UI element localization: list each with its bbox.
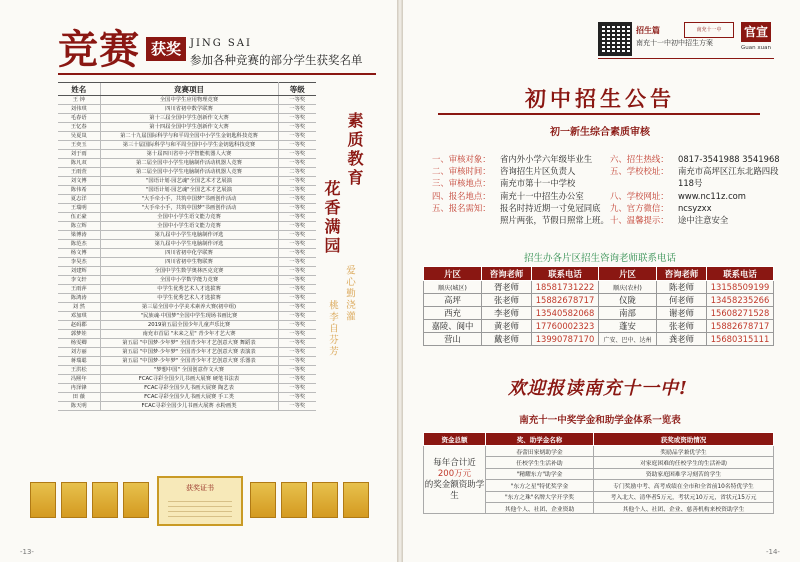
award-level: 一等奖	[278, 150, 316, 159]
award-table	[58, 82, 316, 411]
award-event: 全国中学生应用物理竞赛	[100, 96, 278, 105]
award-name: 冉泽锋	[58, 384, 100, 393]
section-label: 招生篇	[636, 26, 660, 35]
contact-header: 片区	[424, 267, 482, 281]
announcement-divider	[438, 113, 760, 115]
award-level: 一等奖	[278, 105, 316, 114]
contact-header: 联系电话	[707, 267, 774, 281]
award-event: FCAC寻彩全国少儿书画大展赛 硬笔书法表	[100, 375, 278, 384]
award-event: FCAC寻彩全国少儿书画大展赛 水粉画类	[100, 402, 278, 411]
contact-table	[423, 266, 774, 346]
award-level: 一等奖	[278, 276, 316, 285]
award-level: 一等奖	[278, 384, 316, 393]
page-subtitle: 参加各种竞赛的部分学生获奖名单	[190, 53, 363, 67]
award-row	[58, 177, 316, 186]
award-row	[58, 123, 316, 132]
award-level: 一等奖	[278, 258, 316, 267]
award-row	[58, 357, 316, 366]
certificates-strip	[30, 476, 370, 526]
scholarship-name: "东方之珠"名牌大学开学奖	[486, 491, 594, 502]
certificate-image	[312, 482, 338, 518]
contact-row	[424, 333, 774, 346]
contact-row	[424, 294, 774, 307]
award-row	[58, 384, 316, 393]
award-level: 一等奖	[278, 177, 316, 186]
pinyin-label: JING SAI	[190, 38, 252, 49]
award-level: 一等奖	[278, 303, 316, 312]
award-event: 第三十届国际科学与和平周全国中小学生金钥匙科技竞赛	[100, 141, 278, 150]
contact-area: 营山	[424, 333, 482, 346]
award-row	[58, 402, 316, 411]
award-event: 四川省初中生物联赛	[100, 258, 278, 267]
award-name: 杨雯卿	[58, 339, 100, 348]
page-title: 竞赛	[58, 26, 140, 73]
award-name: 冯熙年	[58, 375, 100, 384]
award-row	[58, 159, 316, 168]
header-level: 等级	[278, 83, 316, 96]
award-row	[58, 168, 316, 177]
award-row	[58, 294, 316, 303]
award-event: 第十届四川省中小学智能机器人大赛	[100, 150, 278, 159]
title-divider	[58, 73, 376, 75]
contact-title: 招生办各片区招生咨询老师联系电话	[523, 253, 676, 264]
scholarship-desc: 资助家庭困难学习刻苦的学生	[594, 468, 774, 479]
award-name: 陈伟希	[58, 186, 100, 195]
award-row	[58, 204, 316, 213]
certificate-image	[61, 482, 87, 518]
award-level: 一等奖	[278, 393, 316, 402]
info-value: 咨询招生片区负责人	[500, 166, 576, 177]
award-name: 陈天明	[58, 402, 100, 411]
guanxuan-pinyin: Guan xuan	[741, 45, 771, 51]
award-event: 第十四届全国中学生创新作文大赛	[100, 123, 278, 132]
info-label: 四、报名地点：	[432, 190, 491, 201]
award-row	[58, 321, 316, 330]
certificate-lines	[168, 497, 232, 519]
info-row	[610, 153, 780, 165]
contact-teacher: 张老师	[482, 294, 532, 307]
award-event: 全国中学生数学奥林匹克竞赛	[100, 267, 278, 276]
contact-area: 嘉陵、阆中	[424, 320, 482, 333]
award-name: 王洪松	[58, 366, 100, 375]
info-row	[432, 202, 609, 214]
contact-teacher: 何老师	[657, 294, 707, 307]
info-row	[432, 153, 609, 165]
info-label: 三、审核地点：	[432, 178, 491, 189]
award-level: 一等奖	[278, 213, 316, 222]
contact-phone: 17760002323	[532, 320, 599, 333]
award-event: FCAC寻彩全国少儿书画大展赛 陶艺表	[100, 384, 278, 393]
info-value: www.nc11z.com	[678, 190, 746, 201]
award-level: 一等奖	[278, 240, 316, 249]
award-name: 毛春语	[58, 114, 100, 123]
contact-teacher: 李老师	[482, 307, 532, 320]
award-name: 刘文博	[58, 177, 100, 186]
award-level: 一等奖	[278, 123, 316, 132]
contact-phone: 13990787170	[532, 333, 599, 346]
welcome-banner: 欢迎报读南充十一中!	[508, 378, 688, 399]
award-name: 刘 然	[58, 303, 100, 312]
award-row	[58, 393, 316, 402]
award-row	[58, 312, 316, 321]
certificate-image	[343, 482, 369, 518]
award-label: 获奖	[146, 37, 186, 61]
award-level: 一等奖	[278, 96, 316, 105]
award-event: 第十三届全国中学生创新作文大赛	[100, 114, 278, 123]
award-name: 王忆春	[58, 123, 100, 132]
award-name: 刘伟琪	[58, 105, 100, 114]
scholarship-name: "东方之星"特优奖学金	[486, 480, 594, 491]
award-event: "大手牵小手，共筑中国梦"书画创作活动	[100, 204, 278, 213]
award-name: 赵码郡	[58, 321, 100, 330]
contact-header: 联系电话	[532, 267, 599, 281]
award-event: 全国中小学生语文能力竞赛	[100, 222, 278, 231]
scholarship-desc: 奖励品学兼优学生	[594, 446, 774, 457]
contact-teacher: 陈老师	[657, 281, 707, 294]
info-label: 五、报名需知：	[432, 202, 491, 213]
award-row	[58, 330, 316, 339]
info-label: 一、审核对象：	[432, 154, 491, 164]
contact-header: 咨询老师	[482, 267, 532, 281]
info-label	[610, 177, 678, 189]
contact-phone: 15882678717	[532, 294, 599, 307]
award-name: 陈范杰	[58, 240, 100, 249]
review-title: 初一新生综合素质审核	[550, 127, 650, 138]
info-right	[610, 153, 780, 226]
info-row	[610, 190, 780, 202]
page-number: -13-	[20, 548, 34, 556]
award-name: 刘方丽	[58, 348, 100, 357]
contact-header: 咨询老师	[657, 267, 707, 281]
page-number: -14-	[766, 548, 780, 556]
award-level: 一等奖	[278, 222, 316, 231]
award-row	[58, 366, 316, 375]
award-event: 中学生优秀艺术人才选拔赛	[100, 294, 278, 303]
scholarship-name: 任校学生生活补助	[486, 457, 594, 468]
contact-area: 南部	[599, 307, 657, 320]
award-event: 四川省初中化学联赛	[100, 249, 278, 258]
award-name: 田 薇	[58, 393, 100, 402]
contact-area: 西充	[424, 307, 482, 320]
scholarship-desc: 专门奖励中考、高考成绩在全市和全省前10名特优学生	[594, 480, 774, 491]
award-name: 郭梦娃	[58, 330, 100, 339]
info-value: 0817-3541988 3541968	[678, 154, 780, 164]
header-name: 姓名	[58, 83, 100, 96]
award-event: "国语计划·园艺魂"全国艺术才艺展演	[100, 177, 278, 186]
info-row	[610, 214, 780, 226]
award-level: 一等奖	[278, 375, 316, 384]
award-event: 第二届全国中小学生电脑制作活动机器人竞赛	[100, 168, 278, 177]
award-event: 第九届中小学生电脑制作评选	[100, 240, 278, 249]
info-value: 照片两张，节假日照常上班。	[500, 215, 609, 226]
scholarship-name: "精耀东方"助学金	[486, 468, 594, 479]
info-row	[610, 165, 780, 177]
award-event: 第三届全国中小学美术素养大赛(初中组)	[100, 303, 278, 312]
award-row	[58, 213, 316, 222]
info-value: 118号	[678, 178, 703, 189]
scholarship-header: 奖、助学金名称	[486, 433, 594, 446]
award-level: 一等奖	[278, 339, 316, 348]
info-left	[432, 153, 609, 226]
contact-area: 高坪	[424, 294, 482, 307]
vertical-slogan-2: 花香满园	[322, 180, 341, 256]
award-level: 一等奖	[278, 402, 316, 411]
contact-phone: 13158509199	[707, 281, 774, 294]
award-event: 中学生优秀艺术人才选拔赛	[100, 285, 278, 294]
award-name: 伍正豪	[58, 213, 100, 222]
award-name: 王雨萍	[58, 285, 100, 294]
award-event: "国语计划·园艺魂"全国艺术才艺展演	[100, 186, 278, 195]
contact-phone: 13540582068	[532, 307, 599, 320]
award-level: 一等奖	[278, 285, 316, 294]
award-name: 陈凡双	[58, 159, 100, 168]
award-row	[58, 222, 316, 231]
info-row	[432, 165, 609, 177]
certificate-image	[92, 482, 118, 518]
contact-phone: 15608271528	[707, 307, 774, 320]
award-row	[58, 96, 316, 105]
award-row	[58, 141, 316, 150]
contact-row	[424, 281, 774, 294]
award-event: "梦想中国" 全国创意作文大赛	[100, 366, 278, 375]
award-event: 第五届 "中国梦·少年梦" 全国青少年才艺创意大赛 乐器表	[100, 357, 278, 366]
info-value: 报名时持近期一寸免冠同底	[500, 202, 601, 213]
award-row	[58, 231, 316, 240]
award-row	[58, 114, 316, 123]
scholarship-desc: 其他个人、社团、企业、慈善机构来校资助学生	[594, 502, 774, 513]
contact-area: 蓬安	[599, 320, 657, 333]
award-event: 第五届 "中国梦·少年梦" 全国青少年才艺创意大赛 舞蹈表	[100, 339, 278, 348]
scholarship-name: 春蕾田家炳助学金	[486, 446, 594, 457]
section-desc: 南充十一中初中招生方案	[636, 39, 713, 47]
certificate-image	[30, 482, 56, 518]
scholarship-header: 获奖或资助情况	[594, 433, 774, 446]
info-label	[432, 214, 500, 226]
info-label: 八、学校网址：	[610, 190, 669, 201]
contact-area: 仪陇	[599, 294, 657, 307]
award-name: 王奕玉	[58, 141, 100, 150]
award-name: 蒋瑞聪	[58, 357, 100, 366]
info-value: ncsyzxx	[678, 202, 712, 213]
award-level: 二等奖	[278, 168, 316, 177]
certificate-image	[250, 482, 276, 518]
award-level: 一等奖	[278, 114, 316, 123]
award-name: 王 钟	[58, 96, 100, 105]
award-row	[58, 348, 316, 357]
award-level: 一等奖	[278, 159, 316, 168]
contact-row	[424, 307, 774, 320]
award-event: 第二十九届国际科学与和平周全国中小学生金钥匙科技竞赛	[100, 132, 278, 141]
award-name: 吴夏岚	[58, 132, 100, 141]
award-level: 一等奖	[278, 348, 316, 357]
award-event: "民族魂·中国梦"全国中学生现场书画比赛	[100, 312, 278, 321]
left-page	[0, 0, 397, 562]
award-name: 夏志洋	[58, 195, 100, 204]
award-name: 陈立辉	[58, 222, 100, 231]
info-value: 省内外小学六年级毕业生	[500, 154, 593, 164]
award-level: 一等奖	[278, 141, 316, 150]
info-row	[432, 190, 609, 202]
award-row	[58, 258, 316, 267]
award-row	[58, 186, 316, 195]
contact-header-row	[424, 267, 774, 281]
qr-code	[598, 22, 632, 56]
award-name: 梁博涛	[58, 231, 100, 240]
award-name: 李文轩	[58, 276, 100, 285]
award-row	[58, 195, 316, 204]
award-name: 王瑞明	[58, 204, 100, 213]
award-name: 刘于雨	[58, 150, 100, 159]
award-event: 第九届中小学生电脑制作评选	[100, 231, 278, 240]
vertical-slogan-1: 素质教育	[345, 112, 364, 188]
scholarship-total: 每年合计近 200万元 的奖金额资助学生	[424, 446, 486, 514]
award-event: 四川省初中数学联赛	[100, 105, 278, 114]
info-label: 二、审核时间：	[432, 166, 491, 177]
contact-header: 片区	[599, 267, 657, 281]
contact-phone: 13458235266	[707, 294, 774, 307]
award-level: 一等奖	[278, 366, 316, 375]
award-event: 第五届 "中国梦·少年梦" 全国青少年才艺创意大赛 表演表	[100, 348, 278, 357]
info-value: 南充市高坪区江东北路四段	[678, 166, 779, 177]
award-event: 第二届全国中小学生电脑制作活动机器人竞赛	[100, 159, 278, 168]
scholarship-header-row	[424, 433, 774, 446]
scholarship-desc: 考入北大、清华者5万元，考状元10万元，省状元15万元	[594, 491, 774, 502]
certificate-image	[281, 482, 307, 518]
contact-teacher: 黄老师	[482, 320, 532, 333]
scholarship-name: 其他个人、社团、企业资助	[486, 502, 594, 513]
guanxuan-badge: 官宣	[741, 22, 771, 42]
certificate-main	[157, 476, 243, 526]
award-name: 邓加琪	[58, 312, 100, 321]
info-label: 五、学校校址：	[610, 166, 669, 177]
info-row	[432, 177, 609, 189]
award-event: 全国中小学生语文能力竞赛	[100, 213, 278, 222]
award-level: 一等奖	[278, 330, 316, 339]
award-level: 一等奖	[278, 249, 316, 258]
award-level: 一等奖	[278, 312, 316, 321]
award-row	[58, 375, 316, 384]
contact-teacher: 胥老师	[482, 281, 532, 294]
award-event: 南充市首届 "未来之星" 青少年才艺大赛	[100, 330, 278, 339]
contact-phone: 18581731222	[532, 281, 599, 294]
award-row	[58, 132, 316, 141]
contact-row	[424, 320, 774, 333]
info-value: 途中注意安全	[678, 215, 729, 226]
scholarship-title: 南充十一中奖学金和助学金体系一览表	[519, 415, 681, 426]
vertical-slogan-4: 桃李自芬芳	[327, 300, 338, 358]
header-event: 竞赛项目	[100, 83, 278, 96]
award-level: 一等奖	[278, 294, 316, 303]
award-row	[58, 276, 316, 285]
scholarship-table	[423, 432, 774, 514]
award-name: 李昊杰	[58, 258, 100, 267]
info-value: 南充十一中招生办公室	[500, 190, 584, 201]
award-level: 一等奖	[278, 321, 316, 330]
contact-teacher: 龚老师	[657, 333, 707, 346]
info-label: 十、温馨提示：	[610, 215, 669, 226]
award-level: 一等奖	[278, 231, 316, 240]
contact-teacher: 张老师	[657, 320, 707, 333]
award-row	[58, 105, 316, 114]
award-table-header	[58, 83, 316, 96]
award-row	[58, 339, 316, 348]
contact-phone: 15882678717	[707, 320, 774, 333]
contact-area: 顺庆(城区)	[424, 281, 482, 294]
award-row	[58, 267, 316, 276]
award-level: 一等奖	[278, 132, 316, 141]
award-level: 二等奖	[278, 186, 316, 195]
info-label: 六、招生热线：	[610, 154, 669, 164]
info-row	[610, 202, 780, 214]
school-logo: 南充十一中	[684, 22, 734, 38]
info-label: 九、官方微信：	[610, 202, 669, 213]
info-row	[610, 177, 780, 189]
award-event: FCAC寻彩全国少儿书画大展赛 手工类	[100, 393, 278, 402]
award-level: 一等奖	[278, 195, 316, 204]
info-row	[432, 214, 609, 226]
scholarship-row	[424, 446, 774, 457]
award-level: 一等奖	[278, 204, 316, 213]
contact-area: 顺庆(农村)	[599, 281, 657, 294]
contact-teacher: 谢老师	[657, 307, 707, 320]
vertical-slogan-3: 爱心勤浇灌	[344, 265, 355, 323]
header-divider	[598, 58, 774, 59]
award-row	[58, 150, 316, 159]
award-level: 一等奖	[278, 267, 316, 276]
info-value: 南充市第十一中学校	[500, 178, 576, 189]
award-event: 全国中小学数学能力竞赛	[100, 276, 278, 285]
contact-area: 广安、巴中、达州	[599, 333, 657, 346]
award-row	[58, 249, 316, 258]
scholarship-desc: 对家庭困难的任校学生的生活补助	[594, 457, 774, 468]
award-name: 王雨萱	[58, 168, 100, 177]
award-row	[58, 285, 316, 294]
contact-teacher: 戴老师	[482, 333, 532, 346]
scholarship-header: 资金总额	[424, 433, 486, 446]
certificate-image	[123, 482, 149, 518]
contact-phone: 15680315111	[707, 333, 774, 346]
announcement-title: 初中招生公告	[525, 86, 675, 111]
award-event: 2019第五届全国少年儿童声乐比赛	[100, 321, 278, 330]
award-name: 刘建辉	[58, 267, 100, 276]
certificate-title: 获奖证书	[186, 484, 214, 492]
award-row	[58, 240, 316, 249]
award-name: 陈鸿涛	[58, 294, 100, 303]
award-event: "大手牵小手，共筑中国梦"书画创作活动	[100, 195, 278, 204]
award-level: 一等奖	[278, 357, 316, 366]
award-row	[58, 303, 316, 312]
award-name: 杨文博	[58, 249, 100, 258]
